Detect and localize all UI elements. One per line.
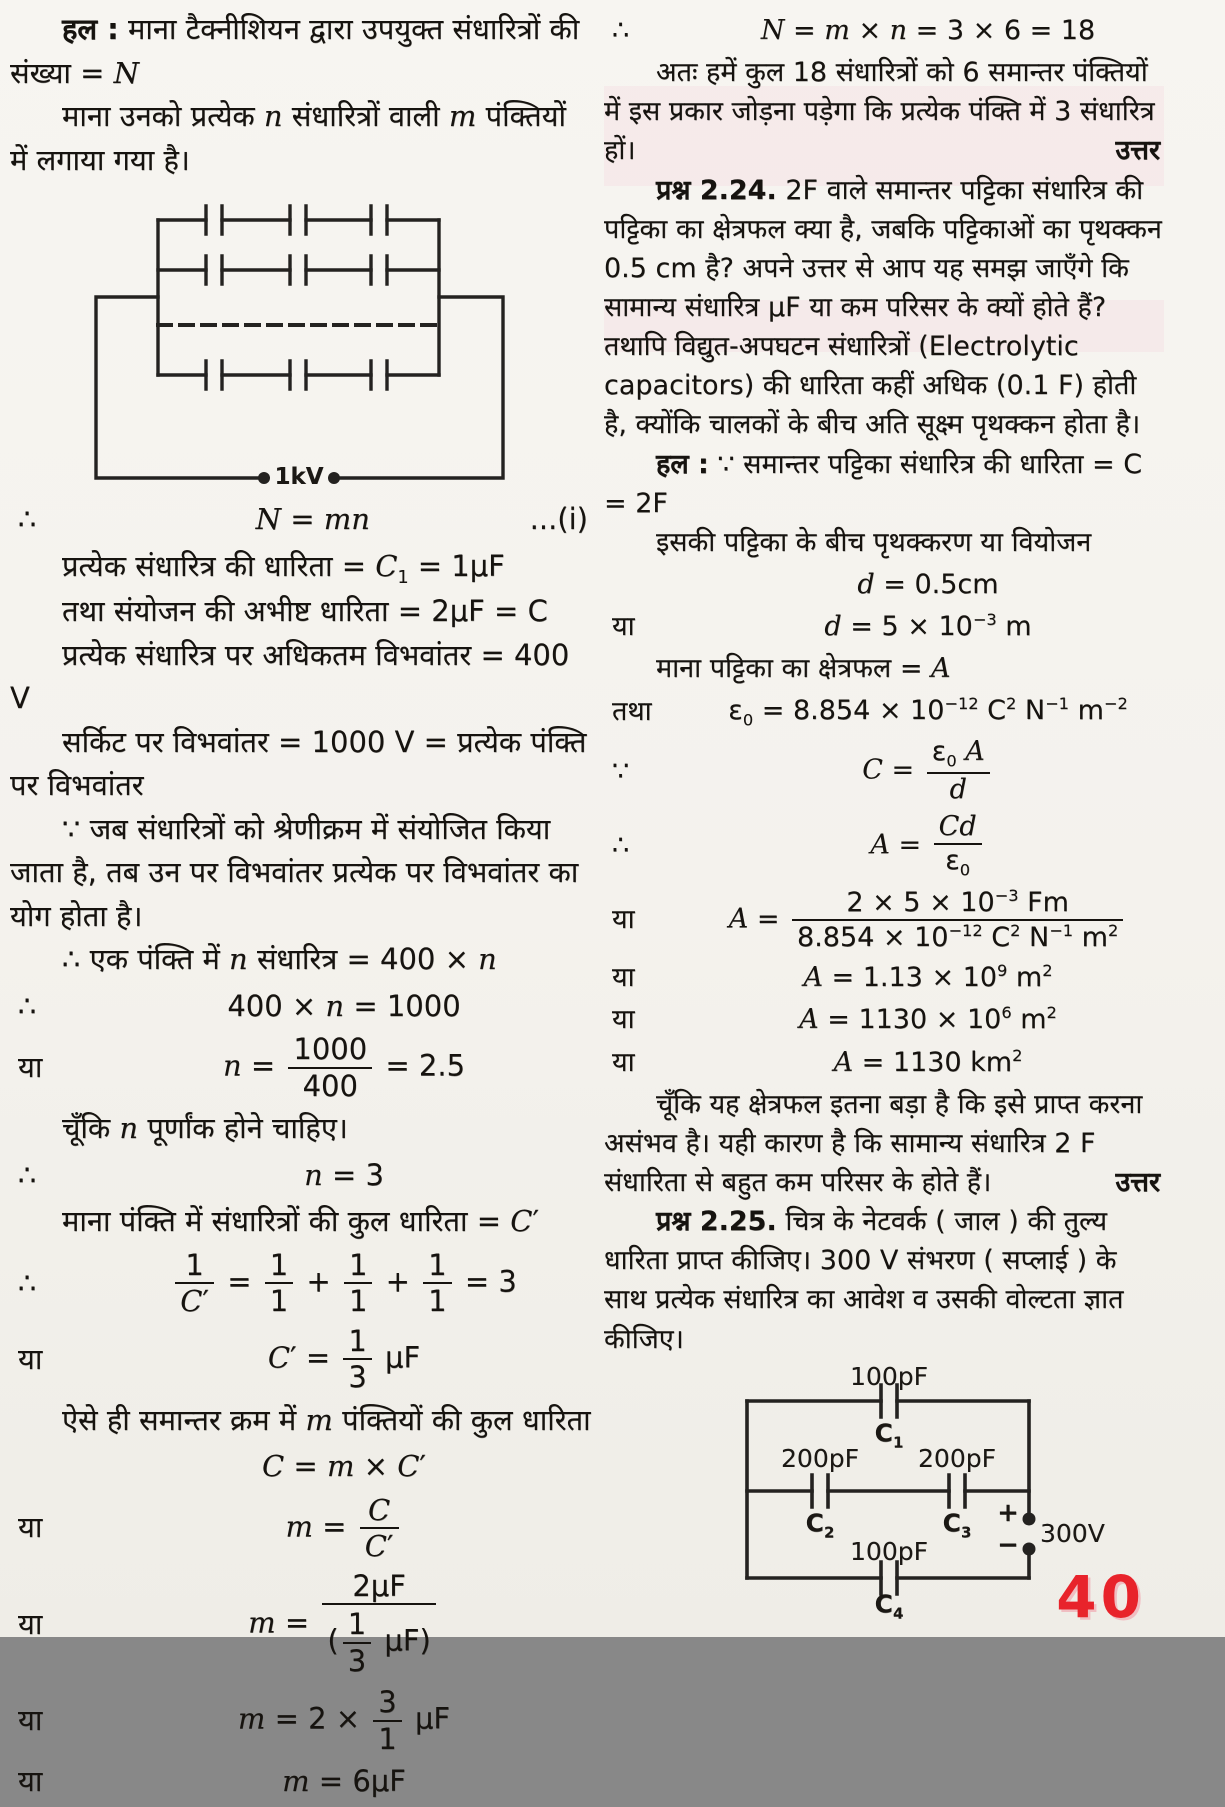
question-text: चित्र के नेटवर्क ( जाल ) की तुल्य धारिता प्राप्त कीजिए। 300 V संभरण ( सप्लाई ) के साथ प्रत्येक संधारित्र का आवेश व उसकी वोल्टता ज्ञात कीजिए। xyxy=(604,1206,1124,1355)
equation-row xyxy=(604,1043,1166,1082)
equation: C = m × C′ xyxy=(262,1449,426,1484)
equation: d = 0.5cm xyxy=(857,568,999,600)
c3-value-label: 200pF xyxy=(918,1443,996,1473)
equation-row xyxy=(604,11,1166,50)
equation: N = mn xyxy=(255,502,370,536)
equation-marker: ∴ xyxy=(18,1265,37,1300)
equation: $\varepsilon_0 = 8.854 \times 10^{-12}$ $C^2$ $N^{-1}$ $m^{-2}$ xyxy=(728,694,1128,730)
equation: m = 2μF ( $\frac{1}{3}$ μF) xyxy=(96,1568,592,1681)
capacitor-matrix-diagram xyxy=(76,190,536,492)
equation: $A = 1130 \times 10^6$ $m^2$ xyxy=(799,1003,1057,1036)
equation-number: ...(i) xyxy=(529,502,588,536)
paragraph-text: चूँकि यह क्षेत्रफल इतना बड़ा है कि इसे प्राप्त करना असंभव है। यही कारण है कि सामान्य संधारित्र 2 F संधारिता से बहुत कम परिसर के होते हैं। xyxy=(604,1088,1143,1198)
equation-marker: ∵ xyxy=(612,755,630,787)
equation-row xyxy=(604,810,1166,882)
equation: 400 × n = 1000 xyxy=(227,988,461,1023)
solution-paragraph xyxy=(604,445,1166,523)
minus-terminal-dot xyxy=(1023,1542,1036,1555)
c1-name-label: $C_1$ xyxy=(874,1418,904,1452)
statement-line: प्रत्येक संधारित्र पर अधिकतम विभवांतर = 400 V xyxy=(10,637,570,716)
equation: A = $\frac{2 \times 5 \times 10^{-3} Fm}{8.854 \times 10^{-12} C^2 N^{-1} m^2}$ xyxy=(690,885,1166,955)
equation: m = 6μF xyxy=(282,1764,406,1798)
source-terminal-dot xyxy=(258,472,270,484)
equation-row xyxy=(10,1323,592,1396)
equation-marker: ∴ xyxy=(18,1157,37,1192)
equation-row xyxy=(604,1000,1166,1039)
equation: C = $\frac{\varepsilon_0 A}{d}$ xyxy=(690,735,1166,807)
equation: A = $\frac{Cd}{\varepsilon_0}$ xyxy=(690,810,1166,882)
circuit-wires xyxy=(96,206,503,478)
paragraph: इसकी पट्टिका के बीच पृथक्करण या वियोजन xyxy=(656,526,1092,558)
capacitor-matrix-svg xyxy=(76,190,536,492)
equation-row xyxy=(10,1684,592,1757)
c1-value-label: 100pF xyxy=(850,1361,928,1391)
equation-marker: या xyxy=(18,1341,43,1376)
equation-marker: ∴ xyxy=(18,502,37,536)
left-column xyxy=(10,8,592,1807)
plus-sign: + xyxy=(997,1497,1019,1528)
paragraph-text: ∵ समान्तर पट्टिका संधारित्र की धारिता = C = 2F xyxy=(604,448,1143,519)
statement-line: प्रत्येक संधारित्र की धारिता = $C_1 = 1\mu F$ xyxy=(62,548,505,588)
statement-line: तथा संयोजन की अभीष्ट धारिता = 2μF = C xyxy=(62,594,548,629)
c4-value-label: 100pF xyxy=(850,1536,928,1566)
c4-name-label: $C_4$ xyxy=(874,1589,904,1623)
solution-label: हल : xyxy=(62,12,119,46)
equation-marker: या xyxy=(18,1764,43,1798)
equation-marker: ∴ xyxy=(612,830,630,862)
equation: $A = 1.13 \times 10^9$ $m^2$ xyxy=(803,961,1053,994)
equation-marker: या xyxy=(612,1046,635,1078)
equation-marker: ∴ xyxy=(18,988,37,1023)
equation-marker: या xyxy=(18,1510,43,1545)
equation-row xyxy=(604,958,1166,997)
right-column xyxy=(604,8,1166,1631)
c2-name-label: $C_2$ xyxy=(805,1508,835,1542)
equation-marker: या xyxy=(612,904,635,936)
equation-marker: या xyxy=(18,1050,43,1085)
equation: N = m × n = 3 × 6 = 18 xyxy=(760,15,1096,46)
equation-row xyxy=(604,885,1166,955)
solution-paragraph xyxy=(10,8,592,95)
plus-terminal-dot xyxy=(1023,1512,1036,1525)
conclusion-paragraph xyxy=(604,53,1166,170)
c2-value-label: 200pF xyxy=(781,1443,859,1473)
minus-sign: − xyxy=(997,1529,1019,1560)
equation-row xyxy=(10,1760,592,1804)
paragraph: ∵ जब संधारित्रों को श्रेणीक्रम में संयोजित किया जाता है, तब उन पर विभवांतर प्रत्येक पर विभवांतर का योग होता है। xyxy=(10,811,579,933)
inner-rails xyxy=(158,220,439,375)
answer-label: उत्तर xyxy=(1115,135,1160,167)
equation-row xyxy=(10,1492,592,1565)
equation-marker: तथा xyxy=(612,696,652,728)
equation: m = $\frac{C}{C'}$ xyxy=(96,1492,592,1565)
question-text: 2F वाले समान्तर पट्टिका संधारित्र की पट्टिका का क्षेत्रफल क्या है, जबकि पट्टिकाओं का पृथक्कन 0.5 cm है? अपने उत्तर से आप यह समझ जाएँगे कि सामान्य संधारित्र μF या कम परिसर के क्यों होते हैं? तथापि विद्युत-अपघटन संधारित्रों (Electrolytic capacitors) की धारिता कहीं अधिक (0.1 F) होती है, क्योंकि चालकों के बीच अति सूक्ष्म पृथक्कन होता है। xyxy=(604,174,1162,441)
paragraph: माना पंक्ति में संधारित्रों की कुल धारिता = C′ xyxy=(62,1204,540,1239)
question-2-25 xyxy=(604,1202,1166,1359)
paragraph: चूँकि n पूर्णांक होने चाहिए। xyxy=(62,1111,348,1146)
equation-marker: या xyxy=(612,611,635,643)
paragraph-text: माना टैक्नीशियन द्वारा उपयुक्त संधारित्रों की संख्या = N xyxy=(10,12,580,90)
statement-line: ∴ एक पंक्ति में n संधारित्र = 400 × n xyxy=(62,942,497,977)
source-voltage-label: 300V xyxy=(1040,1518,1105,1548)
solution-label: हल : xyxy=(656,448,709,480)
source-terminal-dot xyxy=(328,472,340,484)
equation-row xyxy=(10,1568,592,1681)
equation-row xyxy=(10,498,592,542)
answer-label: उत्तर xyxy=(1115,1166,1160,1198)
equation: n = 3 xyxy=(304,1157,384,1192)
equation-row xyxy=(604,735,1166,807)
equation: n = $\frac{1000}{400}$ = 2.5 xyxy=(222,1032,466,1103)
equation-row xyxy=(10,1154,592,1198)
equation: m = 2 × $\frac{3}{1}$ μF xyxy=(237,1685,451,1756)
c3-capacitor-plates xyxy=(949,1475,965,1507)
statement-line: सर्किट पर विभवांतर = 1000 V = प्रत्येक पंक्ति पर विभवांतर xyxy=(10,724,587,803)
paragraph: माना पट्टिका का क्षेत्रफल = A xyxy=(656,653,951,685)
equation-marker: या xyxy=(18,1702,43,1737)
question-2-24 xyxy=(604,171,1166,445)
equation: C′ = $\frac{1}{3}$ μF xyxy=(267,1323,421,1395)
equation: $d = 5 \times 10^{-3}$ m xyxy=(824,610,1032,643)
paragraph: ऐसे ही समान्तर क्रम में m पंक्तियों की कुल धारिता xyxy=(62,1402,591,1437)
equation-marker: या xyxy=(612,962,635,994)
equation-row xyxy=(10,1445,592,1489)
equation: A = 1130 $km^2$ xyxy=(833,1045,1023,1078)
c2-capacitor-plates xyxy=(812,1475,828,1507)
paragraph: माना उनको प्रत्येक n संधारित्रों वाली m पंक्तियों में लगाया गया है। xyxy=(10,99,566,177)
equation: $\frac{1}{C'}$ = $\frac{1}{1}$ + $\frac{1}{1}$ + $\frac{1}{1}$ = 3 xyxy=(96,1247,592,1320)
question-number: प्रश्न 2.25. xyxy=(656,1206,777,1238)
c3-name-label: $C_3$ xyxy=(942,1508,972,1542)
conclusion-paragraph xyxy=(604,1085,1166,1202)
equation-row xyxy=(604,607,1166,646)
question-number: प्रश्न 2.24. xyxy=(656,174,777,206)
equation-row xyxy=(604,565,1166,604)
equation-marker: ∴ xyxy=(612,15,630,46)
equation-row xyxy=(10,1247,592,1320)
paragraph-text: अतः हमें कुल 18 संधारित्रों को 6 समान्तर पंक्तियों में इस प्रकार जोड़ना पड़ेगा कि प्रत्येक पंक्ति में 3 संधारित्र हों। xyxy=(604,57,1155,167)
equation-row xyxy=(10,985,592,1029)
equation-row xyxy=(604,691,1166,732)
equation-marker: या xyxy=(612,1004,635,1036)
page-number: 40 xyxy=(1056,1563,1145,1631)
equation-row xyxy=(10,1031,592,1104)
equation-marker: या xyxy=(18,1606,43,1641)
source-voltage-label: 1kV xyxy=(274,463,324,490)
